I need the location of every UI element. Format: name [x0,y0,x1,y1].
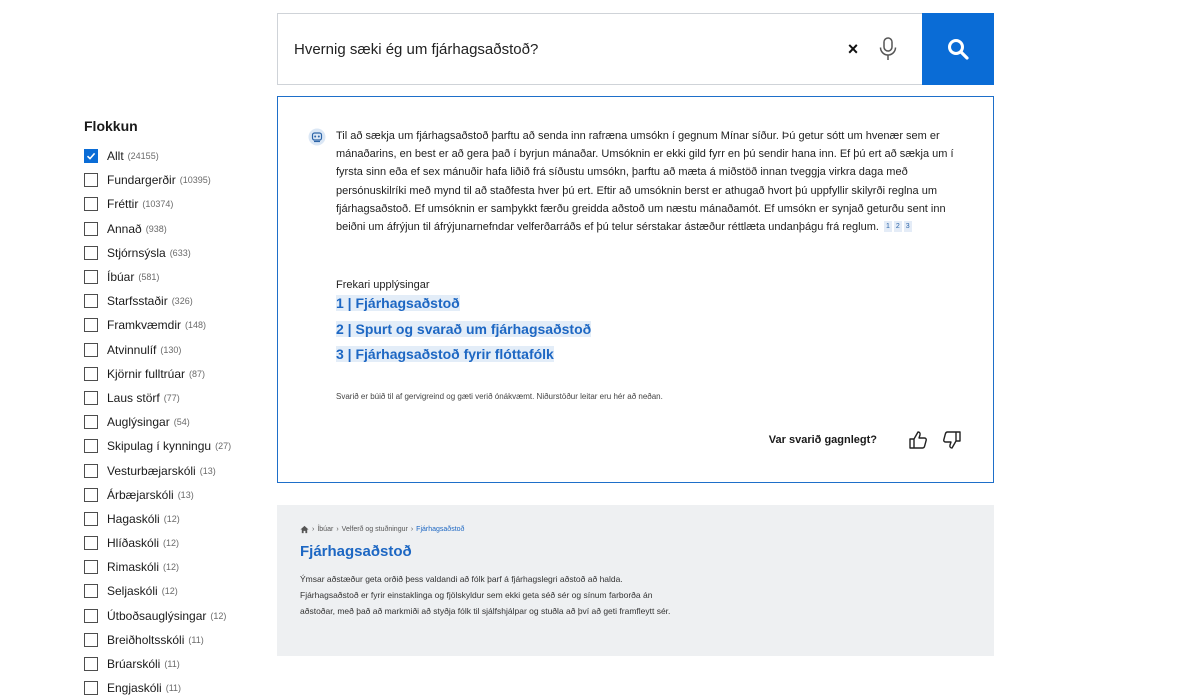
filter-label: Breiðholtsskóli [107,632,185,647]
filter-label: Kjörnir fulltrúar [107,366,186,381]
filter-checkbox[interactable] [84,536,98,550]
filter-count: (12) [163,562,180,573]
filter-count: (13) [199,465,216,476]
filter-count: (11) [188,634,204,645]
filter-count: (13) [177,489,194,500]
filter-count: (54) [173,417,190,428]
answer-body: Til að sækja um fjárhagsaðstoð þarftu að senda inn rafræna umsókn í gegnum Mínar síður. Þú getur sótt um hvenær sem er mánaðarins, en best er að gera það í byrjun mánaðar. Umsóknin er ekki gild fyrr en þú sendir hana inn. Ef þú ert að sækja um í fyrsta sinn eða ef sex mánuðir hafa liðið frá síðustu umsókn, þarftu að mæta á miðstöð innan tveggja virkra daga með persónuskilríki með mynd til að staðfesta hver þú ert. Eftir að umsóknin berst er athugað hvort þú uppfyllir skilyrði reglna um fjárhagsaðstoð. Ef umsóknin er samþykkt færðu greidda aðstoð um næstu mánaðamót. Ef umsókn er synjað geturðu sent inn beiðni um áfrýjun til áfrýjunarnefndar velferðarráðs ef þú telur sérstakar ástæður réttlæta undanþágu frá reglum. [336,130,954,234]
sidebar-title: Flokkun [84,118,138,134]
filter-count: (27) [215,441,232,452]
thumbs-down-icon[interactable] [941,429,963,451]
filter-item[interactable] [84,410,264,434]
filter-item[interactable] [84,628,264,652]
search-input[interactable] [278,14,834,84]
filter-count: (130) [160,344,182,355]
filter-label: Starfsstaðir [107,294,168,309]
filter-item[interactable] [84,241,264,265]
filter-item[interactable] [84,676,264,700]
filter-checkbox[interactable] [84,318,98,332]
breadcrumb-item[interactable]: Íbúar [317,526,334,533]
filter-count: (24155) [127,151,159,162]
category-filter-sidebar [84,118,264,700]
filter-item[interactable] [84,217,264,241]
filter-item[interactable] [84,144,264,168]
search-bar [277,13,994,85]
filter-label: Fundargerðir [107,173,176,188]
breadcrumb [300,525,464,534]
filter-label: Árbæjarskóli [107,487,174,502]
filter-item[interactable] [84,483,264,507]
thumbs-up-icon[interactable] [907,429,929,451]
source-link[interactable] [336,293,591,319]
filter-count: (326) [171,296,193,307]
filter-item[interactable] [84,192,264,216]
filter-label: Hagaskóli [107,511,160,526]
filter-label: Annað [107,221,142,236]
filter-count: (12) [161,586,178,597]
filter-item[interactable] [84,579,264,603]
filter-label: Brúarskóli [107,657,161,672]
filter-item[interactable] [84,168,264,192]
filter-checkbox[interactable] [84,197,98,211]
filter-count: (11) [165,683,182,694]
filter-checkbox[interactable] [84,415,98,429]
filter-list [84,144,264,700]
microphone-icon[interactable] [876,36,900,62]
more-info-title: Frekari upplýsingar [336,279,430,291]
filter-count: (77) [163,392,180,403]
filter-item[interactable] [84,362,264,386]
breadcrumb-separator: › [312,526,315,533]
filter-count: (11) [164,659,180,670]
filter-item[interactable] [84,652,264,676]
filter-checkbox[interactable] [84,222,98,236]
filter-count: (10374) [142,199,174,210]
filter-checkbox[interactable] [84,270,98,284]
ai-answer-panel [277,96,994,483]
filter-label: Laus störf [107,390,160,405]
clear-search-button[interactable]: × [847,39,859,59]
search-icon [947,38,969,60]
filter-checkbox[interactable] [84,584,98,598]
ai-disclaimer: Svarið er búið til af gervigreind og gæti verið ónákvæmt. Niðurstöður leitar eru hér að neðan. [336,392,663,401]
filter-item[interactable] [84,289,264,313]
filter-label: Auglýsingar [107,415,170,430]
checkmark-icon [86,151,96,161]
filter-count: (87) [189,368,206,379]
filter-label: Framkvæmdir [107,318,181,333]
source-link[interactable] [336,344,591,370]
feedback-label: Var svarið gagnlegt? [768,434,877,446]
source-link-label: 3 | Fjárhagsaðstoð fyrir flóttafólk [336,346,554,362]
filter-label: Atvinnulíf [107,342,157,357]
filter-count: (10395) [179,175,211,186]
filter-label: Seljaskóli [107,584,158,599]
search-button[interactable] [922,13,994,85]
ai-assistant-icon [308,128,326,146]
filter-checkbox[interactable] [84,657,98,671]
filter-checkbox[interactable] [84,560,98,574]
filter-checkbox[interactable] [84,246,98,260]
filter-count: (148) [185,320,207,331]
filter-checkbox[interactable] [84,488,98,502]
breadcrumb-item[interactable]: Velferð og stuðningur [341,526,408,533]
filter-label: Hlíðaskóli [107,536,160,551]
breadcrumb-separator: › [336,526,339,533]
filter-count: (633) [169,247,191,258]
filter-label: Stjórnsýsla [107,245,166,260]
filter-item[interactable] [84,338,264,362]
filter-item[interactable] [84,507,264,531]
answer-references [882,221,912,233]
reference-chip[interactable]: 2 [895,223,900,231]
source-link-label: 1 | Fjárhagsaðstoð [336,295,460,311]
result-description: Ýmsar aðstæður geta orðið þess valdandi að fólk þarf á fjárhagslegri aðstoð að halda. Fjárhagsaðstoð er fyrir einstaklinga og fjölskyldur sem ekki geta séð sér og sínum farborða án aðstoðar, með það að markmiði að styðja fólk til sjálfshjálpar og stuðla að því að geti framfleytt sér. [300,574,671,617]
reference-chip[interactable]: 3 [905,223,910,231]
filter-checkbox[interactable] [84,173,98,187]
filter-label: Allt [107,149,124,164]
filter-checkbox[interactable] [84,149,98,163]
ai-answer-text [336,127,960,236]
source-link[interactable] [336,319,591,345]
feedback-section [769,429,963,451]
filter-checkbox[interactable] [84,391,98,405]
filter-label: Engjaskóli [107,681,162,696]
breadcrumb-item[interactable]: Fjárhagsaðstoð [416,526,465,533]
filter-label: Vesturbæjarskóli [107,463,196,478]
filter-count: (12) [210,610,227,621]
filter-checkbox[interactable] [84,294,98,308]
filter-checkbox[interactable] [84,512,98,526]
breadcrumb-separator: › [410,526,414,533]
filter-item[interactable] [84,313,264,337]
filter-item[interactable] [84,434,264,458]
filter-checkbox[interactable] [84,681,98,695]
more-info-section [336,279,591,370]
source-links [336,293,591,370]
reference-chip[interactable]: 1 [885,223,890,231]
filter-count: (12) [163,538,180,549]
filter-item[interactable] [84,386,264,410]
home-icon[interactable] [300,525,309,534]
filter-item[interactable] [84,604,264,628]
filter-label: Skipulag í kynningu [107,439,212,454]
filter-label: Rimaskóli [107,560,160,575]
filter-checkbox[interactable] [84,464,98,478]
filter-label: Fréttir [107,197,139,212]
filter-count: (12) [163,513,180,524]
filter-checkbox[interactable] [84,633,98,647]
filter-checkbox[interactable] [84,439,98,453]
filter-item[interactable] [84,531,264,555]
filter-count: (938) [145,223,167,234]
filter-checkbox[interactable] [84,609,98,623]
filter-item[interactable] [84,555,264,579]
filter-label: Íbúar [107,270,135,285]
source-link-label: 2 | Spurt og svarað um fjárhagsaðstoð [336,320,592,337]
result-title-link[interactable]: Fjárhagsaðstoð [300,543,412,560]
search-result-card [277,505,994,656]
filter-item[interactable] [84,458,264,482]
filter-checkbox[interactable] [84,343,98,357]
filter-item[interactable] [84,265,264,289]
filter-checkbox[interactable] [84,367,98,381]
filter-label: Útboðsauglýsingar [107,608,207,623]
filter-count: (581) [138,272,160,283]
